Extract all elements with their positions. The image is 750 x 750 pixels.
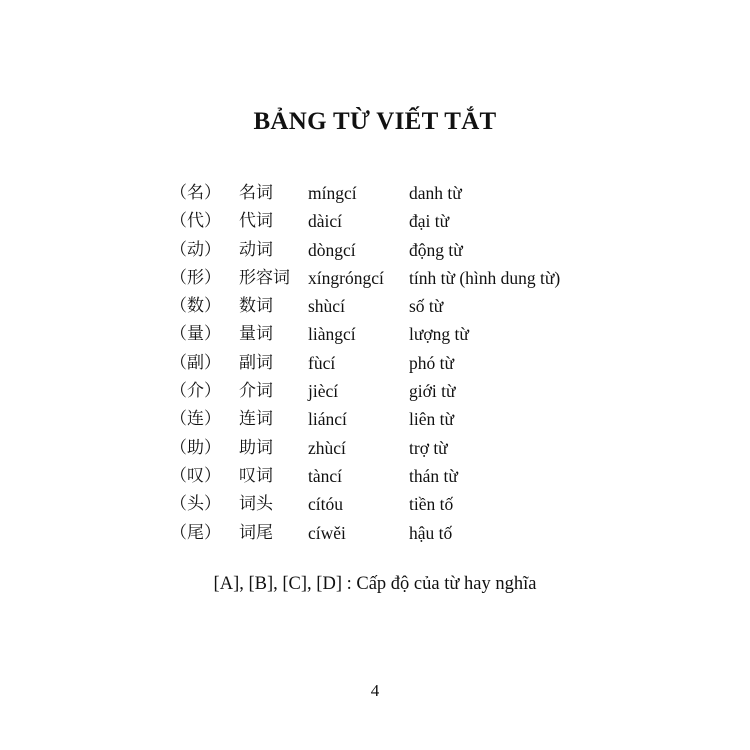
vietnamese-cell: tiền tố [409,494,454,515]
vietnamese-cell: động từ [409,239,463,260]
table-row [0,320,750,348]
table-row [0,264,750,292]
hanzi-cell: 副词 [239,352,273,373]
abbreviation-cell: （头） [170,494,221,515]
table-row [0,405,750,433]
vietnamese-cell: trợ từ [409,437,448,458]
abbreviation-cell: （名） [170,183,221,203]
pinyin-cell: cíwěi [308,522,346,543]
hanzi-cell: 叹词 [239,465,273,486]
vietnamese-cell: thán từ [409,465,458,486]
page-title: BẢNG TỪ VIẾT TẮT [253,108,497,135]
pinyin-cell: dàicí [308,211,343,232]
table-row [0,490,750,518]
abbreviation-cell: （形） [170,267,221,288]
pinyin-cell: liàngcí [308,324,356,345]
abbreviation-cell: （数） [170,296,221,317]
pinyin-cell: fùcí [308,352,336,373]
vietnamese-cell: tính từ (hình dung từ) [409,267,561,288]
table-row [0,236,750,264]
pinyin-cell: míngcí [308,183,357,203]
abbreviation-cell: （叹） [170,465,221,486]
table-row [0,434,750,462]
hanzi-cell: 动词 [239,239,273,260]
hanzi-cell: 介词 [239,381,273,402]
abbreviation-table [0,179,750,547]
hanzi-cell: 词尾 [239,522,273,543]
hanzi-cell: 数词 [239,296,273,317]
pinyin-cell: jiècí [308,381,339,402]
vietnamese-cell: lượng từ [409,324,469,345]
abbreviation-cell: （量） [170,324,221,345]
vietnamese-cell: danh từ [409,183,462,203]
table-row [0,179,750,207]
hanzi-cell: 形容词 [239,267,290,288]
abbreviation-cell: （尾） [170,522,221,543]
abbreviation-cell: （代） [170,211,221,232]
abbreviation-cell: （介） [170,381,221,402]
pinyin-cell: tàncí [308,465,343,486]
vietnamese-cell: hậu tố [409,522,453,543]
vietnamese-cell: đại từ [409,211,450,232]
page-number: 4 [370,681,380,700]
pinyin-cell: dòngcí [308,239,356,260]
hanzi-cell: 词头 [239,494,273,515]
pinyin-cell: shùcí [308,296,345,317]
table-row [0,207,750,235]
vietnamese-cell: giới từ [409,381,456,402]
table-row [0,349,750,377]
pinyin-cell: liáncí [308,409,347,430]
pinyin-cell: cítóu [308,494,343,515]
abbreviation-cell: （副） [170,352,221,373]
vietnamese-cell: phó từ [409,352,454,373]
hanzi-cell: 连词 [239,409,273,430]
pinyin-cell: zhùcí [308,437,346,458]
vietnamese-cell: liên từ [409,409,454,430]
table-row [0,377,750,405]
abbreviation-cell: （动） [170,239,221,260]
abbreviation-cell: （助） [170,437,221,458]
abbreviation-cell: （连） [170,409,221,430]
table-row [0,292,750,320]
hanzi-cell: 助词 [239,437,273,458]
hanzi-cell: 名词 [239,183,273,203]
hanzi-cell: 代词 [239,211,273,232]
level-legend-note: [A], [B], [C], [D] : Cấp độ của từ hay nghĩa [213,574,537,594]
table-row [0,519,750,547]
pinyin-cell: xíngróngcí [308,267,384,288]
table-row [0,462,750,490]
hanzi-cell: 量词 [239,324,273,345]
vietnamese-cell: số từ [409,296,444,317]
